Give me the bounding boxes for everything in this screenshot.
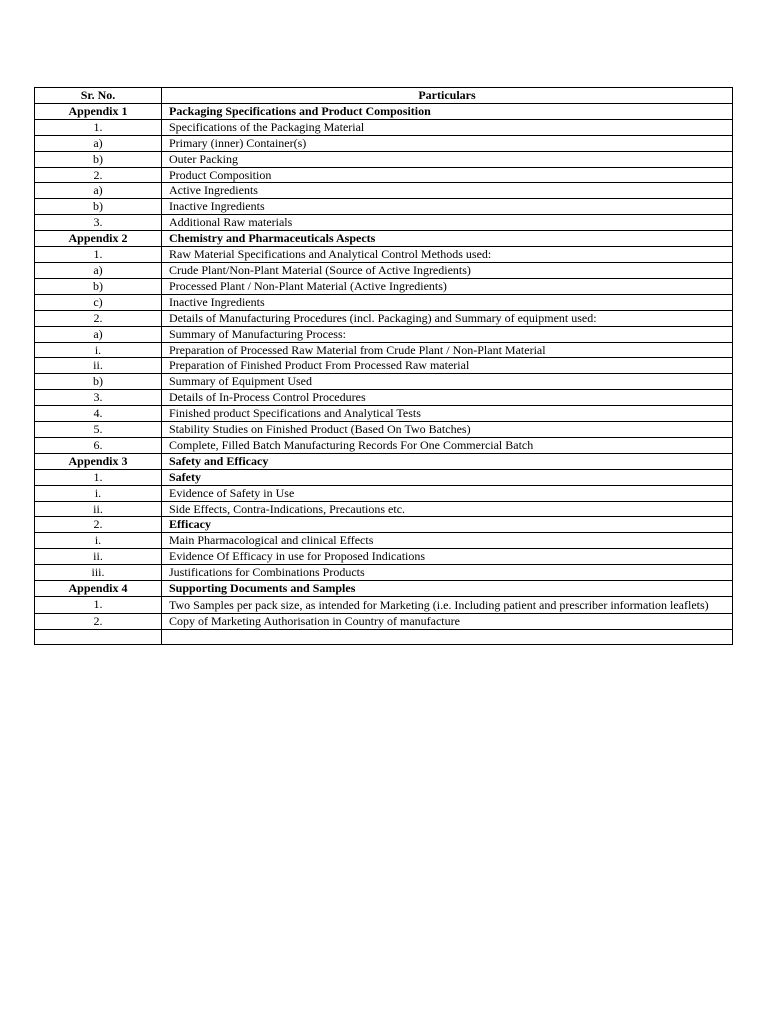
particulars-cell: Outer Packing bbox=[162, 151, 733, 167]
table-row bbox=[35, 262, 733, 278]
particulars-cell: Summary of Equipment Used bbox=[162, 374, 733, 390]
sr-no-cell: i. bbox=[35, 485, 162, 501]
sr-no-cell: a) bbox=[35, 262, 162, 278]
sr-no-cell: ii. bbox=[35, 358, 162, 374]
particulars-cell: Finished product Specifications and Analytical Tests bbox=[162, 406, 733, 422]
header-sr-no: Sr. No. bbox=[35, 88, 162, 104]
table-row bbox=[35, 437, 733, 453]
particulars-cell: Safety bbox=[162, 469, 733, 485]
particulars-cell: Complete, Filled Batch Manufacturing Records For One Commercial Batch bbox=[162, 437, 733, 453]
particulars-cell: Chemistry and Pharmaceuticals Aspects bbox=[162, 231, 733, 247]
particulars-cell: Side Effects, Contra-Indications, Precautions etc. bbox=[162, 501, 733, 517]
sr-no-cell: i. bbox=[35, 533, 162, 549]
table-row bbox=[35, 614, 733, 630]
particulars-cell: Evidence Of Efficacy in use for Proposed Indications bbox=[162, 549, 733, 565]
sr-no-cell: a) bbox=[35, 326, 162, 342]
header-particulars: Particulars bbox=[162, 88, 733, 104]
sr-no-cell: Appendix 2 bbox=[35, 231, 162, 247]
particulars-cell: Packaging Specifications and Product Composition bbox=[162, 103, 733, 119]
table-row bbox=[35, 135, 733, 151]
table-row bbox=[35, 151, 733, 167]
sr-no-cell: 4. bbox=[35, 406, 162, 422]
particulars-cell: Details of Manufacturing Procedures (incl. Packaging) and Summary of equipment used: bbox=[162, 310, 733, 326]
table-row bbox=[35, 597, 733, 614]
sr-no-cell: b) bbox=[35, 151, 162, 167]
sr-no-cell: 1. bbox=[35, 469, 162, 485]
table-row bbox=[35, 358, 733, 374]
sr-no-cell bbox=[35, 629, 162, 644]
particulars-cell: Supporting Documents and Samples bbox=[162, 581, 733, 597]
table-row bbox=[35, 533, 733, 549]
particulars-table bbox=[34, 87, 733, 645]
particulars-cell: Raw Material Specifications and Analytical Control Methods used: bbox=[162, 247, 733, 263]
sr-no-cell: Appendix 1 bbox=[35, 103, 162, 119]
sr-no-cell: 2. bbox=[35, 310, 162, 326]
table-row bbox=[35, 247, 733, 263]
particulars-cell bbox=[162, 629, 733, 644]
particulars-cell: Inactive Ingredients bbox=[162, 294, 733, 310]
particulars-cell: Primary (inner) Container(s) bbox=[162, 135, 733, 151]
particulars-cell: Active Ingredients bbox=[162, 183, 733, 199]
table-row bbox=[35, 294, 733, 310]
table-row bbox=[35, 422, 733, 438]
table-row bbox=[35, 485, 733, 501]
particulars-cell: Two Samples per pack size, as intended for Marketing (i.e. Including patient and prescriber information leaflets) bbox=[162, 597, 733, 614]
particulars-cell: Safety and Efficacy bbox=[162, 453, 733, 469]
particulars-cell: Justifications for Combinations Products bbox=[162, 565, 733, 581]
particulars-cell: Evidence of Safety in Use bbox=[162, 485, 733, 501]
sr-no-cell: a) bbox=[35, 183, 162, 199]
table-row bbox=[35, 549, 733, 565]
particulars-cell: Additional Raw materials bbox=[162, 215, 733, 231]
sr-no-cell: i. bbox=[35, 342, 162, 358]
table-row bbox=[35, 342, 733, 358]
sr-no-cell: 1. bbox=[35, 597, 162, 614]
sr-no-cell: iii. bbox=[35, 565, 162, 581]
table-row bbox=[35, 278, 733, 294]
particulars-cell: Product Composition bbox=[162, 167, 733, 183]
table-row bbox=[35, 374, 733, 390]
particulars-cell: Crude Plant/Non-Plant Material (Source of Active Ingredients) bbox=[162, 262, 733, 278]
table-row bbox=[35, 517, 733, 533]
table-row bbox=[35, 501, 733, 517]
particulars-cell: Details of In-Process Control Procedures bbox=[162, 390, 733, 406]
sr-no-cell: c) bbox=[35, 294, 162, 310]
sr-no-cell: Appendix 4 bbox=[35, 581, 162, 597]
particulars-cell: Preparation of Finished Product From Processed Raw material bbox=[162, 358, 733, 374]
sr-no-cell: 1. bbox=[35, 247, 162, 263]
sr-no-cell: a) bbox=[35, 135, 162, 151]
table-body bbox=[35, 88, 733, 645]
table-row bbox=[35, 215, 733, 231]
table-header-row bbox=[35, 88, 733, 104]
sr-no-cell: Appendix 3 bbox=[35, 453, 162, 469]
table-row bbox=[35, 199, 733, 215]
sr-no-cell: 2. bbox=[35, 517, 162, 533]
particulars-cell: Efficacy bbox=[162, 517, 733, 533]
table-row bbox=[35, 629, 733, 644]
table-row bbox=[35, 390, 733, 406]
sr-no-cell: b) bbox=[35, 374, 162, 390]
table-row bbox=[35, 469, 733, 485]
particulars-cell: Main Pharmacological and clinical Effects bbox=[162, 533, 733, 549]
appendix-row bbox=[35, 453, 733, 469]
sr-no-cell: 1. bbox=[35, 119, 162, 135]
table-row bbox=[35, 119, 733, 135]
sr-no-cell: ii. bbox=[35, 549, 162, 565]
table-row bbox=[35, 167, 733, 183]
table-row bbox=[35, 183, 733, 199]
sr-no-cell: ii. bbox=[35, 501, 162, 517]
table-row bbox=[35, 565, 733, 581]
sr-no-cell: 5. bbox=[35, 422, 162, 438]
appendix-row bbox=[35, 103, 733, 119]
particulars-cell: Inactive Ingredients bbox=[162, 199, 733, 215]
sr-no-cell: b) bbox=[35, 199, 162, 215]
table-row bbox=[35, 326, 733, 342]
particulars-cell: Stability Studies on Finished Product (Based On Two Batches) bbox=[162, 422, 733, 438]
particulars-cell: Preparation of Processed Raw Material from Crude Plant / Non-Plant Material bbox=[162, 342, 733, 358]
sr-no-cell: 3. bbox=[35, 390, 162, 406]
table-row bbox=[35, 406, 733, 422]
sr-no-cell: 3. bbox=[35, 215, 162, 231]
sr-no-cell: 6. bbox=[35, 437, 162, 453]
appendix-row bbox=[35, 581, 733, 597]
sr-no-cell: b) bbox=[35, 278, 162, 294]
appendix-row bbox=[35, 231, 733, 247]
particulars-cell: Copy of Marketing Authorisation in Country of manufacture bbox=[162, 614, 733, 630]
particulars-cell: Summary of Manufacturing Process: bbox=[162, 326, 733, 342]
sr-no-cell: 2. bbox=[35, 167, 162, 183]
table-row bbox=[35, 310, 733, 326]
particulars-cell: Processed Plant / Non-Plant Material (Active Ingredients) bbox=[162, 278, 733, 294]
sr-no-cell: 2. bbox=[35, 614, 162, 630]
particulars-cell: Specifications of the Packaging Material bbox=[162, 119, 733, 135]
